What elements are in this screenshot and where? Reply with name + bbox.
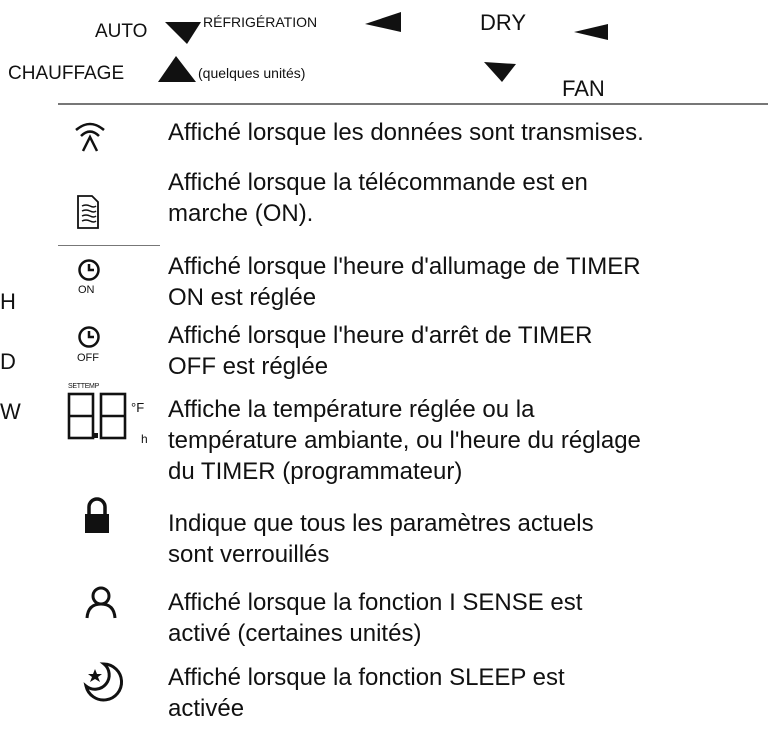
edge-letter: W (0, 399, 21, 424)
triangle-up-icon (158, 56, 198, 84)
desc-timer-off (168, 320, 593, 382)
desc-line: Affiché lorsque l'heure d'allumage de TIMER (168, 253, 641, 280)
desc-lock (168, 508, 594, 570)
lock-icon (83, 498, 111, 534)
desc-line: activé (certaines unités) (168, 620, 422, 647)
mode-heating-label: CHAUFFAGE (8, 63, 125, 84)
signal-transmit-icon (73, 120, 107, 154)
divider-short (58, 245, 160, 246)
timer-on-label: ON (78, 284, 95, 296)
mode-fan-label: FAN (562, 76, 605, 101)
timer-off-icon (77, 325, 101, 349)
desc-line: Affiché lorsque la fonction I SENSE est (168, 589, 583, 616)
mode-heating-note: (quelques unités) (198, 65, 306, 81)
triangle-down-icon (484, 62, 518, 84)
edge-letter: D (0, 349, 16, 374)
desc-i-sense (168, 587, 582, 649)
desc-sleep (168, 662, 565, 724)
divider-top (58, 103, 768, 105)
unit-fahrenheit: °F (131, 400, 145, 415)
desc-line: sont verrouillés (168, 541, 330, 568)
desc-transmit (168, 117, 644, 148)
desc-timer-on (168, 251, 641, 313)
mode-cooling-label: RÉFRIGÉRATION (203, 14, 318, 30)
timer-on-icon (77, 258, 101, 282)
triangle-left-icon (574, 24, 610, 42)
settemp-label: SETTEMP (68, 383, 99, 390)
mode-auto-label: AUTO (95, 21, 148, 42)
triangle-down-icon (165, 20, 203, 46)
triangle-left-icon (365, 12, 403, 34)
timer-off-label: OFF (77, 352, 99, 364)
desc-line: Affiché lorsque les données sont transmises. (168, 119, 644, 146)
desc-line: Affiché lorsque la fonction SLEEP est (168, 664, 565, 691)
desc-line: Affiche la température réglée ou la (168, 396, 535, 423)
sleep-moon-icon (82, 660, 126, 704)
desc-line: Affiché lorsque la télécommande est en (168, 169, 588, 196)
desc-line: OFF est réglée (168, 353, 329, 380)
temperature-display-icon (67, 392, 137, 444)
desc-line: Affiché lorsque l'heure d'arrêt de TIMER (168, 322, 593, 349)
desc-temperature (168, 394, 641, 487)
desc-line: température ambiante, ou l'heure du réglage (168, 427, 641, 454)
mode-dry-label: DRY (480, 10, 527, 35)
desc-line: activée (168, 695, 245, 722)
unit-hour: h (141, 432, 148, 446)
remote-on-icon (76, 194, 102, 230)
desc-line: marche (ON). (168, 200, 314, 227)
person-sense-icon (84, 586, 118, 620)
desc-line: du TIMER (programmateur) (168, 458, 463, 485)
desc-remote-on (168, 167, 588, 229)
desc-line: ON est réglée (168, 284, 317, 311)
desc-line: Indique que tous les paramètres actuels (168, 510, 594, 537)
edge-letter: H (0, 289, 16, 314)
